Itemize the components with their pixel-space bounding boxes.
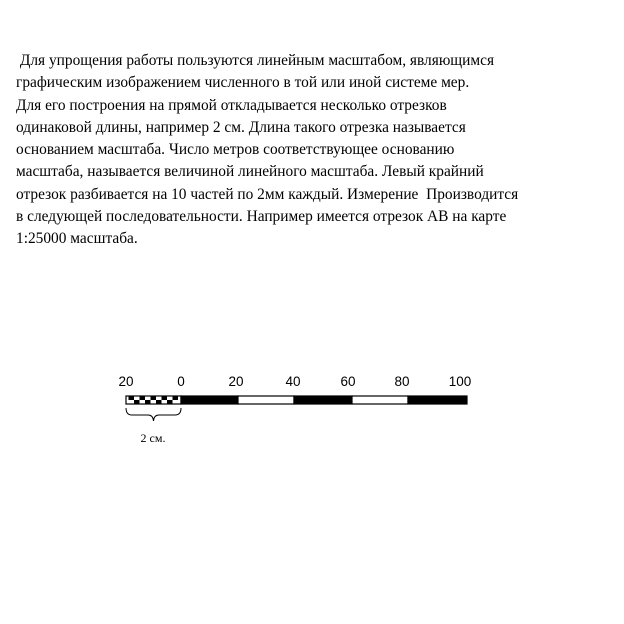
paragraph-line: отрезок разбивается на 10 частей по 2мм каждый. Измерение Производится: [16, 185, 519, 203]
paragraph-line: в следующей последовательности. Например имеется отрезок АВ на карте: [16, 208, 507, 226]
subdivision-mark: [167, 400, 173, 404]
scale-segment-black: [181, 396, 238, 404]
base-brace: [126, 408, 181, 421]
paragraph-line: графическим изображением численного в той или иной системе мер.: [16, 74, 470, 92]
tick-label-100: 100: [448, 374, 472, 389]
subdivision-mark: [151, 396, 157, 400]
subdivision-mark: [156, 400, 162, 404]
tick-label-40: 40: [285, 374, 301, 389]
paragraph-line: 1:25000 масштаба.: [16, 230, 138, 248]
subdivision-mark: [134, 400, 140, 404]
scale-segment-white: [238, 396, 294, 404]
subdivision-mark: [173, 396, 179, 400]
base-length-label: 2 см.: [140, 431, 166, 445]
scale-segment-black: [408, 396, 467, 404]
scale-bar: [126, 396, 467, 404]
tick-label-left-20: 20: [118, 374, 134, 389]
paragraph-line: Для его построения на прямой откладывается несколько отрезков: [16, 96, 447, 114]
scale-segment-white: [352, 396, 408, 404]
subdivided-base-segment: [126, 396, 181, 404]
subdivision-mark: [162, 396, 168, 400]
tick-label-80: 80: [394, 374, 410, 389]
paragraph-line: одинаковой длины, например 2 см. Длина такого отрезка называется: [16, 118, 466, 136]
subdivision-mark: [145, 400, 151, 404]
tick-label-20: 20: [228, 374, 244, 389]
tick-label-0: 0: [177, 374, 185, 389]
scale-segment-black: [294, 396, 352, 404]
paragraph-line: Для упрощения работы пользуются линейным масштабом, являющимся: [16, 52, 495, 69]
tick-label-60: 60: [340, 374, 356, 389]
paragraph-line: основанием масштаба. Число метров соответствующее основанию: [16, 141, 455, 159]
subdivision-mark: [140, 396, 146, 400]
subdivision-mark: [129, 396, 135, 400]
paragraph-line: масштаба, называется величиной линейного масштаба. Левый крайний: [16, 163, 484, 181]
